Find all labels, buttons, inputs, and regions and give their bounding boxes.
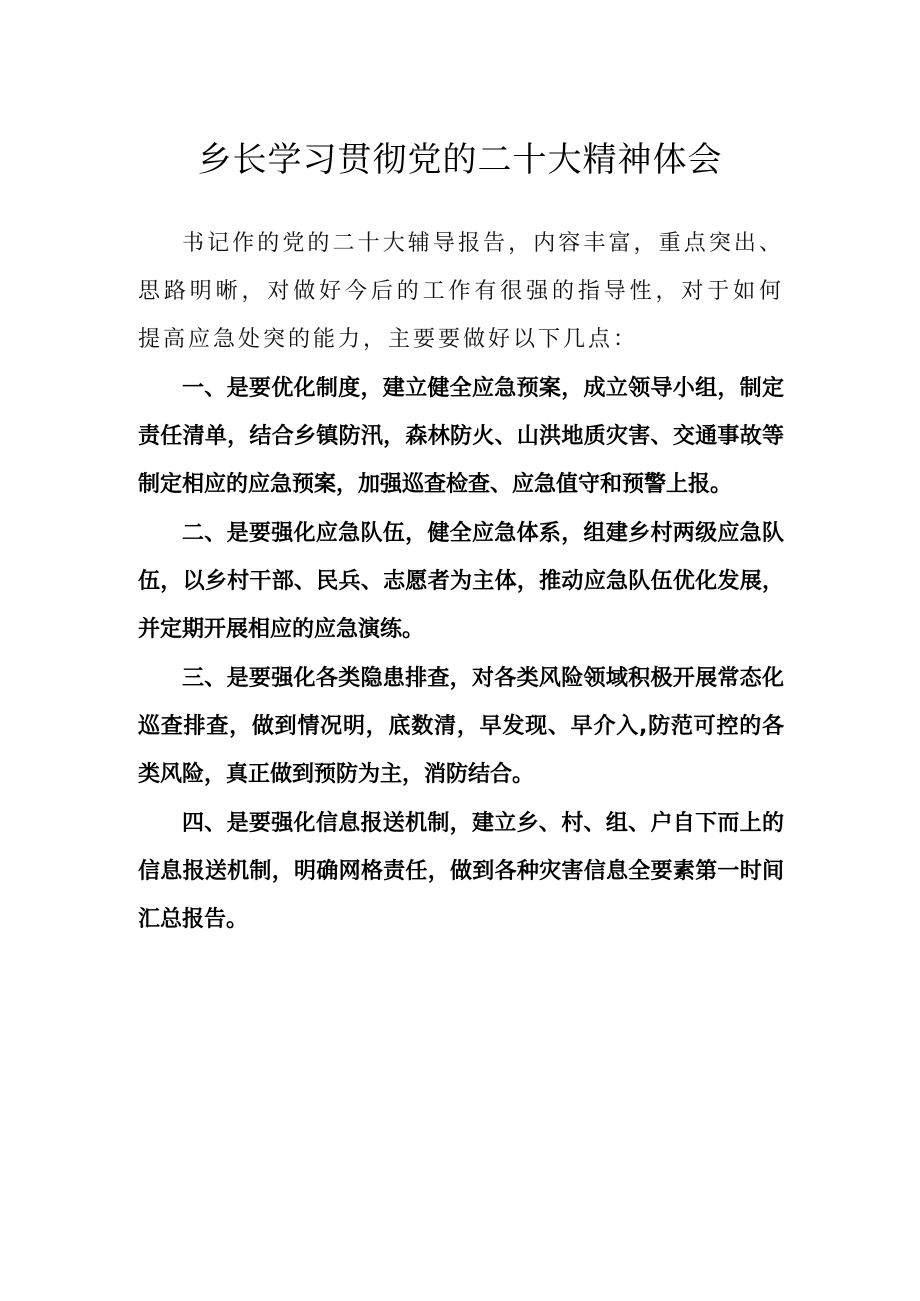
document-body <box>138 220 784 944</box>
document-title: 乡长学习贯彻党的二十大精神体会 <box>197 140 723 180</box>
point-paragraph-1: 一、是要优化制度，建立健全应急预案，成立领导小组，制定责任清单，结合乡镇防汛，森林防火、山洪地质灾害、交通事故等制定相应的应急预案，加强巡查检查、应急值守和预警上报。 <box>138 376 784 497</box>
point-paragraph-3: 三、是要强化各类隐患排查，对各类风险领域积极开展常态化巡查排查，做到情况明，底数清，早发现、早介入,防范可控的各类风险，真正做到预防为主，消防结合。 <box>138 666 784 787</box>
intro-paragraph: 书记作的党的二十大辅导报告，内容丰富，重点突出、思路明晰，对做好今后的工作有很强的指导性，对于如何提高应急处突的能力，主要要做好以下几点： <box>138 231 784 352</box>
point-paragraph-2: 二、是要强化应急队伍，健全应急体系，组建乡村两级应急队伍，以乡村干部、民兵、志愿者为主体，推动应急队伍优化发展，并定期开展相应的应急演练。 <box>138 521 784 642</box>
point-paragraph-4: 四、是要强化信息报送机制，建立乡、村、组、户自下而上的信息报送机制，明确网格责任，做到各种灾害信息全要素第一时间汇总报告。 <box>138 811 784 932</box>
